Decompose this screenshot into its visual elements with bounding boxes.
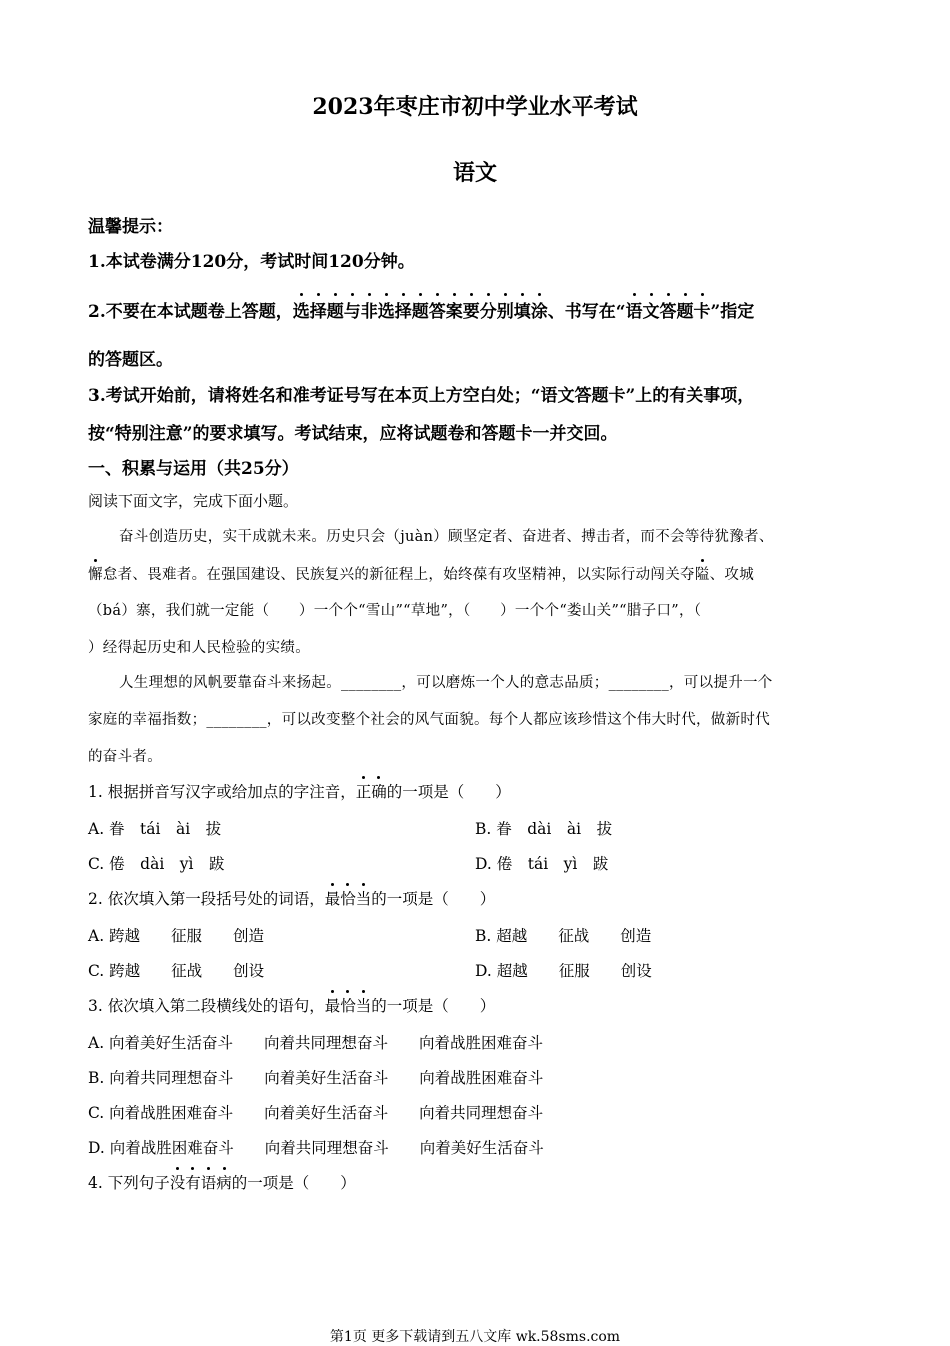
passage-p1-line1: 奋斗创造历史，实干成就未来。历史只会（juàn）顾坚定者、奋进者、搏击者，而不会等待犹豫者、: [119, 529, 774, 545]
emphasis-char: 病: [216, 1171, 232, 1193]
emphasis-char: 当: [356, 887, 372, 909]
q2-option-b: B. 超越 征战 创造: [475, 927, 652, 945]
passage-p1-line4: ）经得起历史和人民检验的实绩。: [88, 640, 310, 656]
emphasis-char: 别: [497, 297, 514, 322]
emphasis-char: 没: [170, 1171, 186, 1193]
tips-heading: 温馨提示：: [88, 217, 173, 237]
tip-2-cont: 的答题区。: [88, 350, 173, 370]
q3-option-b: B. 向着共同理想奋斗 向着美好生活奋斗 向着战胜困难奋斗: [88, 1069, 544, 1087]
emphasis-char: 卡: [694, 297, 711, 322]
q3-option-c: C. 向着战胜困难奋斗 向着美好生活奋斗 向着共同理想奋斗: [88, 1104, 544, 1122]
emphasis-char: 确: [371, 780, 387, 802]
emphasis-char: 答: [660, 297, 677, 322]
passage-p2-line2: 家庭的幸福指数；________，可以改变整个社会的风气面貌。每个人都应该珍惜这个伟大时代，做新时代: [88, 712, 770, 728]
page-footer: 第1页 更多下载请到五八文库 wk.58sms.com: [329, 1329, 621, 1345]
emphasis-char: 语: [201, 1171, 217, 1193]
emphasis-char: 正: [356, 780, 372, 802]
tip-3-line1: 3.考试开始前，请将姓名和准考证号写在本页上方空白处；“语文答题卡”上的有关事项，: [88, 386, 755, 406]
passage-p1-line3: （bá）寨，我们就一定能（ ）一个个“雪山”“草地”，（ ）一个个“娄山关”“腊子口”，（: [88, 603, 702, 619]
emphasis-char: 答: [429, 297, 446, 322]
tip-2: 2.不要在本试题卷上答题，选择题与非选择题答案要分别填涂、书写在“语文答题卡”指定: [88, 297, 754, 322]
dotted-text: [325, 997, 372, 1015]
subject-title: 语文: [452, 160, 497, 186]
emphasis-char: 分: [480, 297, 497, 322]
passage-p1-line2: 懈怠者、畏难者。在强国建设、民族复兴的新征程上，始终葆有攻坚精神，以实际行动闯关夺隘、攻城: [88, 563, 754, 584]
question-3: 3. 依次填入第二段横线处的语句，最恰当的一项是（ ）: [88, 994, 495, 1016]
question-2: 2. 依次填入第一段括号处的词语，最恰当的一项是（ ）: [88, 887, 495, 909]
q2-option-a: A. 跨越 征服 创造: [88, 927, 265, 945]
question-1: 1. 根据拼音写汉字或给加点的字注音，正确的一项是（ ）: [88, 780, 511, 802]
question-4: 4. 下列句子没有语病的一项是（ ）: [88, 1171, 356, 1193]
emphasis-char: 涂: [531, 297, 548, 322]
q3-option-a: A. 向着美好生活奋斗 向着共同理想奋斗 向着战胜困难奋斗: [88, 1034, 544, 1052]
emphasis-char: 题: [327, 297, 344, 322]
q1-option-d: D. 倦 tái yì 跋: [475, 855, 609, 873]
dotted-text: [356, 783, 387, 801]
emphasis-char: 恰: [340, 887, 356, 909]
emphasis-char: 选: [378, 297, 395, 322]
emphasis-char: 当: [356, 994, 372, 1016]
emphasis-char: 择: [310, 297, 327, 322]
emphasis-char: 语: [626, 297, 643, 322]
reading-instruction: 阅读下面文字，完成下面小题。: [88, 492, 299, 510]
dotted-text: [170, 1174, 232, 1192]
emphasis-char: 文: [643, 297, 660, 322]
emphasis-char: 案: [446, 297, 463, 322]
dotted-text: [293, 302, 548, 322]
emphasis-char: 非: [361, 297, 378, 322]
emphasis-char: 有: [185, 1171, 201, 1193]
emphasis-char: 题: [677, 297, 694, 322]
dotted-text: [325, 890, 372, 908]
emphasis-char: 最: [325, 994, 341, 1016]
dotted-text: [626, 302, 711, 322]
q2-option-c: C. 跨越 征战 创设: [88, 962, 265, 980]
passage-p2-line1: 人生理想的风帆要靠奋斗来扬起。________，可以磨炼一个人的意志品质；________，可以提升一个: [119, 675, 773, 691]
q1-option-c: C. 倦 dài yì 跋: [88, 855, 225, 873]
exam-title: 2023年枣庄市初中学业水平考试: [312, 94, 638, 120]
q1-option-a: A. 眷 tái ài 拔: [88, 820, 222, 838]
emphasis-char: 选: [293, 297, 310, 322]
emphasis-char: 择: [395, 297, 412, 322]
section-heading: 一、积累与运用（共25分）: [88, 459, 299, 479]
emphasis-char: 与: [344, 297, 361, 322]
tip-3-line2: 按“特别注意”的要求填写。考试结束，应将试题卷和答题卡一并交回。: [88, 424, 618, 444]
emphasis-char: 最: [325, 887, 341, 909]
emphasis-char: 要: [463, 297, 480, 322]
tip-1: 1.本试卷满分120分，考试时间120分钟。: [88, 252, 415, 272]
emphasis-char: 恰: [340, 994, 356, 1016]
q2-option-d: D. 超越 征服 创设: [475, 962, 652, 980]
q3-option-d: D. 向着战胜困难奋斗 向着共同理想奋斗 向着美好生活奋斗: [88, 1139, 544, 1157]
emphasis-char: 填: [514, 297, 531, 322]
passage-p2-line3: 的奋斗者。: [88, 749, 162, 765]
emphasis-char: 题: [412, 297, 429, 322]
q1-option-b: B. 眷 dài ài 拔: [475, 820, 613, 838]
